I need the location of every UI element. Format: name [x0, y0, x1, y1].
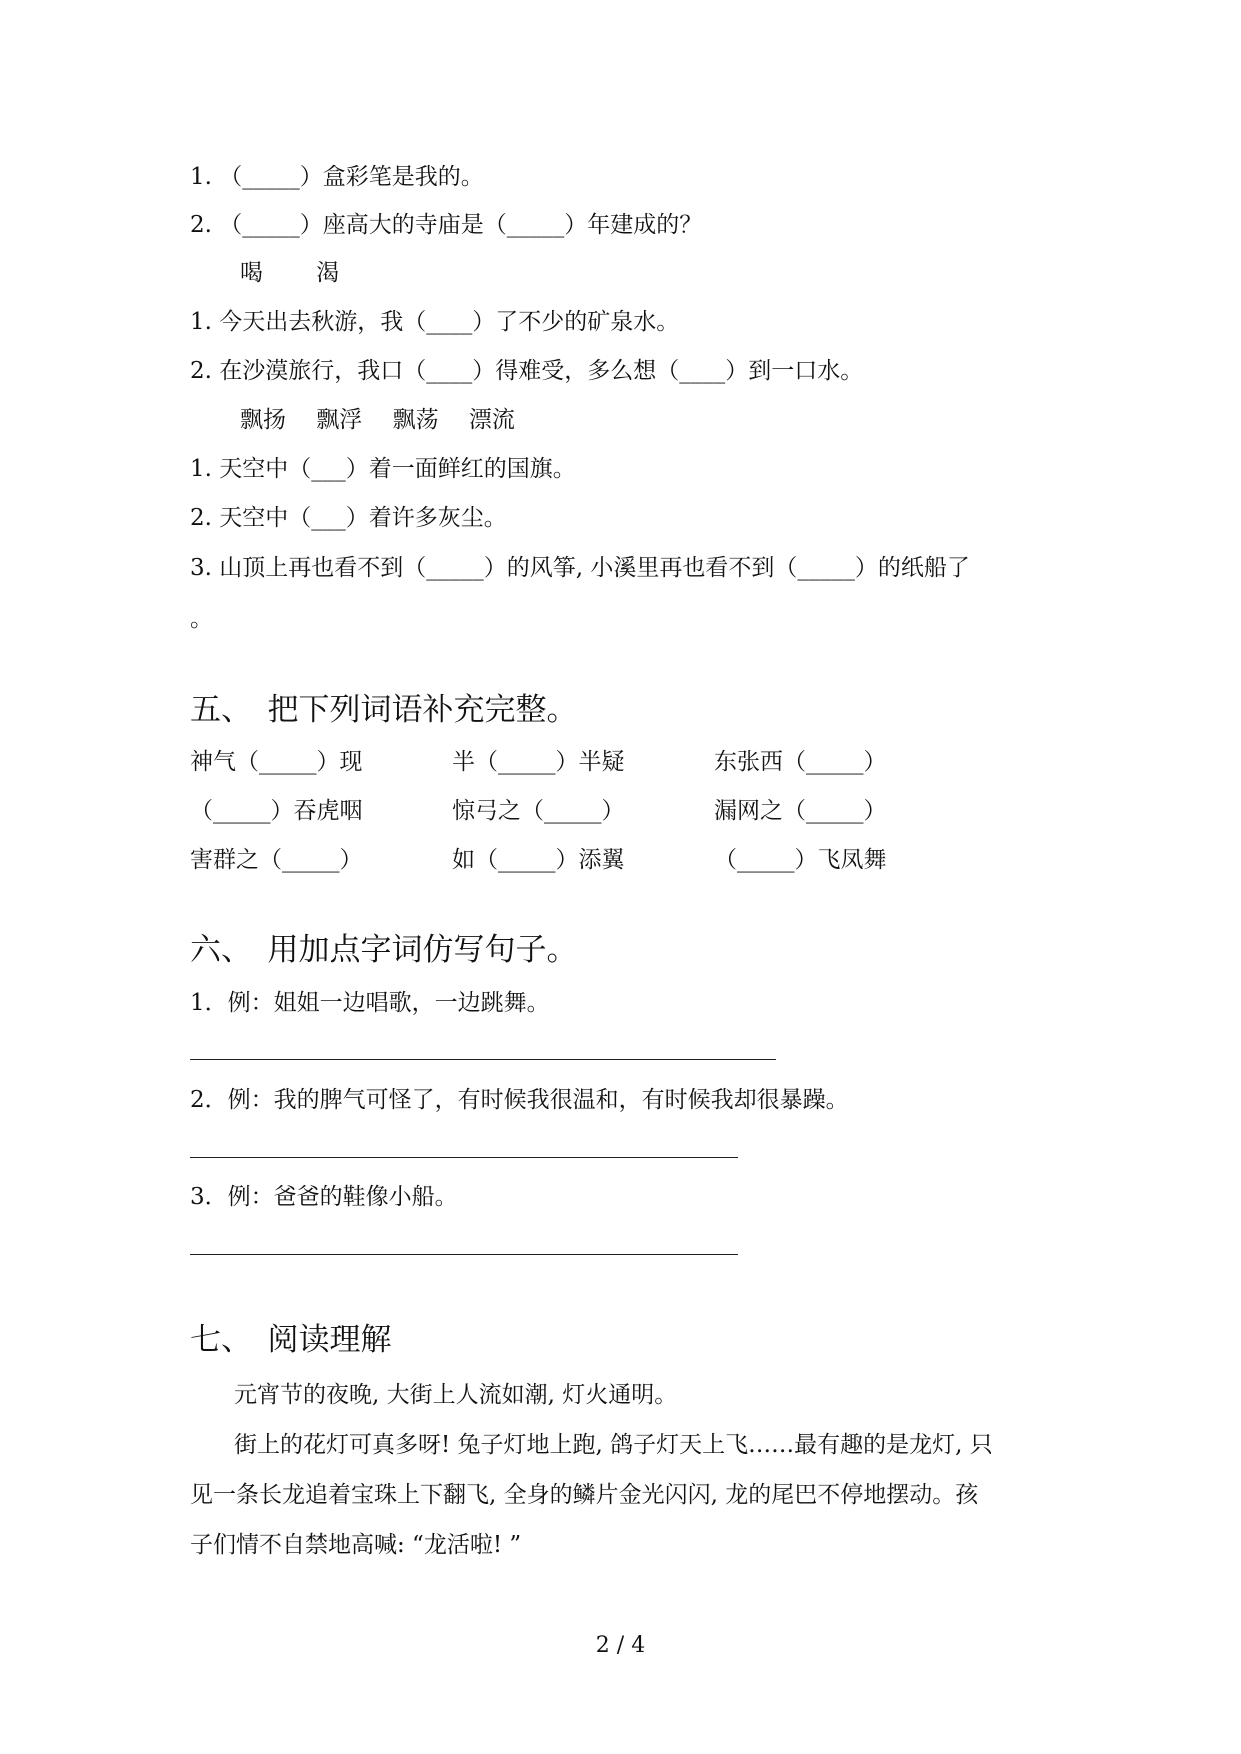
reading-paragraph: 见一条长龙追着宝珠上下翻飞, 全身的鳞片金光闪闪, 龙的尾巴不停地摆动。孩 [190, 1482, 979, 1508]
page-number: 2 / 4 [595, 1633, 646, 1658]
word-choices: 喝 渴 [240, 260, 340, 286]
section-heading: 六、 用加点字词仿写句子。 [190, 932, 578, 968]
section-heading: 五、 把下列词语补充完整。 [190, 692, 578, 728]
answer-line [190, 1157, 738, 1158]
question-line: 1. 今天出去秋游，我（____）了不少的矿泉水。 [190, 309, 680, 335]
question-line: 2. 天空中（___）着许多灰尘。 [190, 505, 507, 531]
question-line: 1. 天空中（___）着一面鲜红的国旗。 [190, 456, 576, 482]
idiom-cell: 如（_____）添翼 [452, 847, 625, 873]
idiom-cell: （_____）吞虎咽 [190, 798, 363, 824]
question-line: 3. 山顶上再也看不到（_____）的风筝, 小溪里再也看不到（_____）的纸船了 [190, 555, 970, 581]
idiom-cell: 东张西（_____） [714, 749, 887, 775]
answer-line [190, 1254, 738, 1255]
idiom-cell: 惊弓之（_____） [452, 798, 625, 824]
idiom-cell: 半（_____）半疑 [452, 749, 625, 775]
question-line-wrap: 。 [190, 606, 213, 632]
section-heading: 七、 阅读理解 [190, 1322, 392, 1358]
example-sentence: 2．例：我的脾气可怪了，有时候我很温和，有时候我却很暴躁。 [190, 1087, 849, 1113]
idiom-cell: 神气（_____）现 [190, 749, 363, 775]
reading-paragraph: 子们情不自禁地高喊: “龙活啦! ” [190, 1532, 522, 1558]
idiom-cell: 漏网之（_____） [714, 798, 887, 824]
question-line: 2. （_____）座高大的寺庙是（_____）年建成的？ [190, 212, 703, 238]
answer-line [190, 1059, 776, 1060]
word-choices: 飘扬 飘浮 飘荡 漂流 [240, 407, 515, 433]
idiom-cell: （_____）飞凤舞 [714, 847, 887, 873]
example-sentence: 1．例：姐姐一边唱歌，一边跳舞。 [190, 990, 550, 1016]
question-line: 2. 在沙漠旅行，我口（____）得难受，多么想（____）到一口水。 [190, 358, 864, 384]
reading-paragraph: 元宵节的夜晚, 大街上人流如潮, 灯火通明。 [234, 1382, 678, 1408]
reading-paragraph: 街上的花灯可真多呀! 兔子灯地上跑, 鸽子灯天上飞……最有趣的是龙灯, 只 [234, 1432, 993, 1458]
idiom-cell: 害群之（_____） [190, 847, 363, 873]
example-sentence: 3．例：爸爸的鞋像小船。 [190, 1184, 458, 1210]
question-line: 1. （_____）盒彩笔是我的。 [190, 164, 484, 190]
